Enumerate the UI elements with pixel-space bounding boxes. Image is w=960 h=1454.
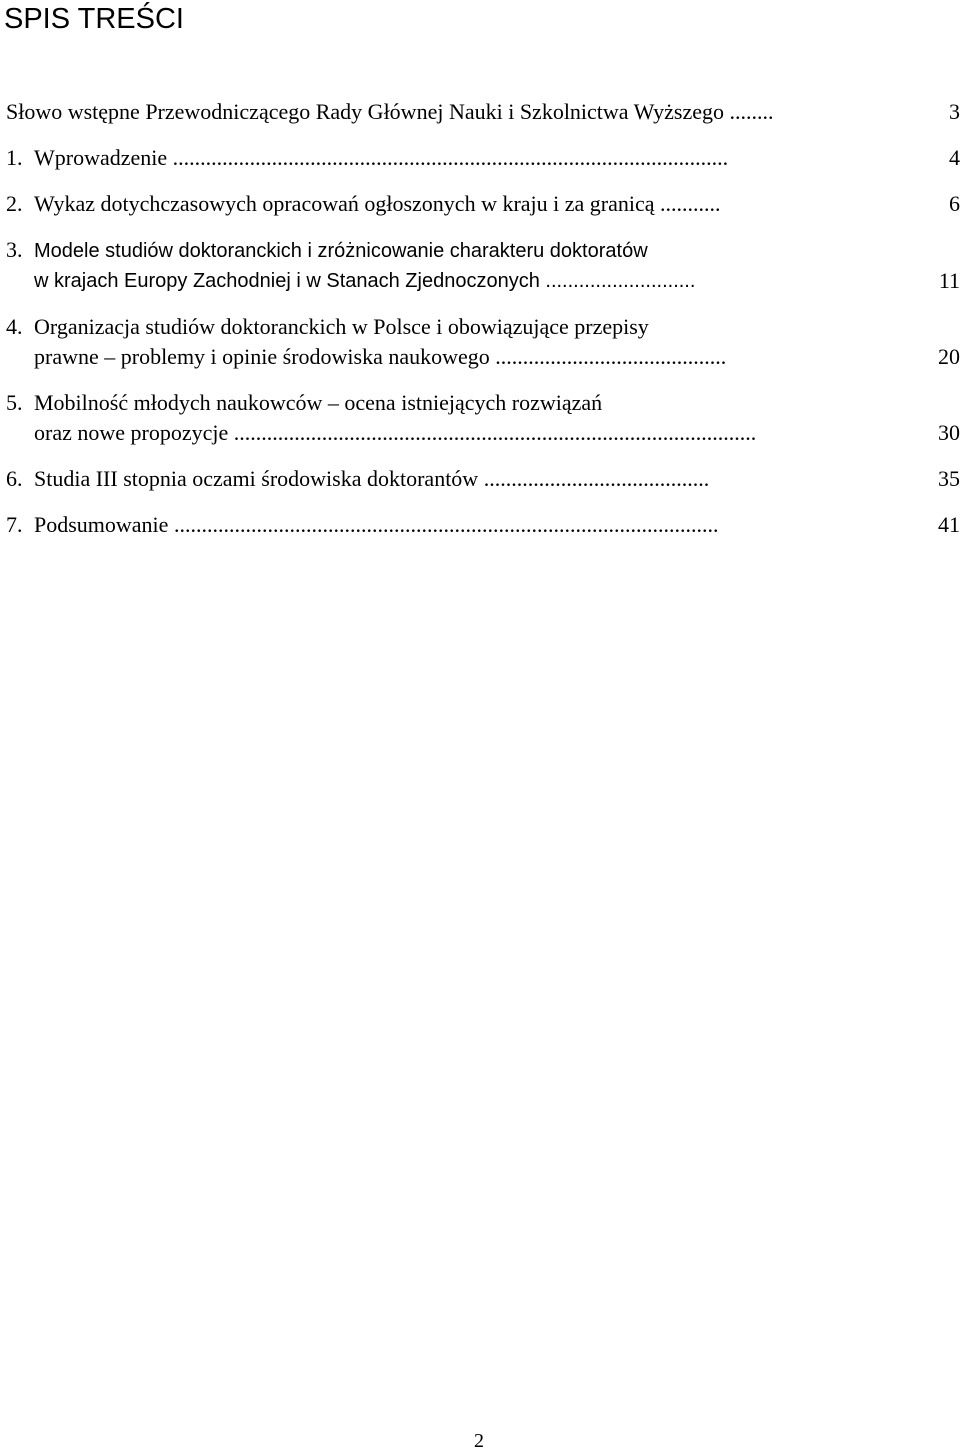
toc-page-number: 6 bbox=[949, 191, 960, 216]
toc-leader-dots: ..................................................................................................... bbox=[172, 145, 729, 170]
toc-entry-number: 7. bbox=[6, 512, 23, 537]
toc-page-number: 4 bbox=[949, 145, 960, 170]
toc-leader-dots: ........ bbox=[729, 99, 774, 124]
toc-page-number: 41 bbox=[938, 512, 960, 537]
toc-entry-mobility[interactable] bbox=[6, 388, 960, 448]
toc-entry-title-continued: prawne – problemy i opinie środowiska naukowego bbox=[34, 344, 490, 369]
toc-entry-introduction[interactable] bbox=[6, 143, 960, 173]
toc-entry-foreword[interactable] bbox=[6, 97, 960, 127]
toc-entry-title: Podsumowanie bbox=[34, 512, 169, 537]
toc-entry-number: 4. bbox=[6, 314, 23, 339]
toc-entry-title: Wprowadzenie bbox=[34, 145, 168, 170]
toc-entry-organization-poland[interactable] bbox=[6, 312, 960, 372]
toc-leader-dots: ................................................................................................... bbox=[173, 512, 719, 537]
toc-leader-dots: ............................................................................................... bbox=[233, 420, 757, 445]
toc-page-number: 35 bbox=[938, 466, 960, 491]
toc-entry-title: Mobilność młodych naukowców – ocena istniejących rozwiązań bbox=[34, 390, 603, 415]
toc-leader-dots: ......................................... bbox=[483, 466, 710, 491]
toc-entry-body bbox=[6, 464, 896, 494]
toc-entry-line bbox=[6, 266, 896, 296]
toc-entry-number: 6. bbox=[6, 466, 23, 491]
toc-entry-line bbox=[6, 189, 896, 219]
toc-entry-body bbox=[6, 97, 896, 127]
toc-entry-body bbox=[6, 189, 896, 219]
toc-page-number: 11 bbox=[938, 268, 960, 293]
toc-entry-body bbox=[6, 235, 896, 296]
toc-leader-dots: ........... bbox=[660, 191, 721, 216]
toc-page-number: 20 bbox=[938, 344, 960, 369]
toc-entry-title-continued: w krajach Europy Zachodniej i w Stanach Zjednoczonych bbox=[34, 270, 540, 292]
toc-entry-number: 5. bbox=[6, 390, 23, 415]
toc-entry-line bbox=[6, 342, 896, 372]
toc-entry-line bbox=[6, 312, 896, 342]
toc-entry-number: 2. bbox=[6, 191, 23, 216]
toc-entry-title: Modele studiów doktoranckich i zróżnicowanie charakteru doktoratów bbox=[34, 240, 648, 262]
toc-entry-body bbox=[6, 510, 896, 540]
toc-leader-dots: .......................................... bbox=[495, 344, 727, 369]
toc-entry-title: Wykaz dotychczasowych opracowań ogłoszonych w kraju i za granicą bbox=[34, 191, 655, 216]
toc-entry-body bbox=[6, 143, 896, 173]
toc-entry-title: Studia III stopnia oczami środowiska doktorantów bbox=[34, 466, 479, 491]
toc-page-number: 3 bbox=[949, 99, 960, 124]
toc-entry-title-continued: oraz nowe propozycje bbox=[34, 420, 229, 445]
toc-entry-publications-list[interactable] bbox=[6, 189, 960, 219]
footer-page-number: 2 bbox=[474, 1430, 484, 1452]
table-of-contents bbox=[6, 97, 960, 556]
toc-entry-line bbox=[6, 97, 896, 127]
toc-entry-body bbox=[6, 388, 896, 448]
toc-entry-title: Słowo wstępne Przewodniczącego Rady Głównej Nauki i Szkolnictwa Wyższego bbox=[6, 99, 724, 124]
toc-entry-line bbox=[6, 388, 896, 418]
toc-entry-third-cycle-studies[interactable] bbox=[6, 464, 960, 494]
toc-entry-line bbox=[6, 143, 896, 173]
page-title: SPIS TREŚCI bbox=[4, 3, 184, 35]
toc-entry-line bbox=[6, 235, 896, 266]
toc-page-number: 30 bbox=[938, 420, 960, 445]
toc-entry-summary[interactable] bbox=[6, 510, 960, 540]
toc-entry-line bbox=[6, 510, 896, 540]
toc-entry-line bbox=[6, 418, 896, 448]
toc-entry-body bbox=[6, 312, 896, 372]
toc-entry-doctoral-models[interactable] bbox=[6, 235, 960, 296]
toc-entry-title: Organizacja studiów doktoranckich w Polsce i obowiązujące przepisy bbox=[34, 314, 649, 339]
toc-leader-dots: ........................... bbox=[545, 270, 696, 292]
toc-entry-number: 1. bbox=[6, 145, 23, 170]
toc-entry-line bbox=[6, 464, 896, 494]
toc-entry-number: 3. bbox=[6, 237, 23, 262]
